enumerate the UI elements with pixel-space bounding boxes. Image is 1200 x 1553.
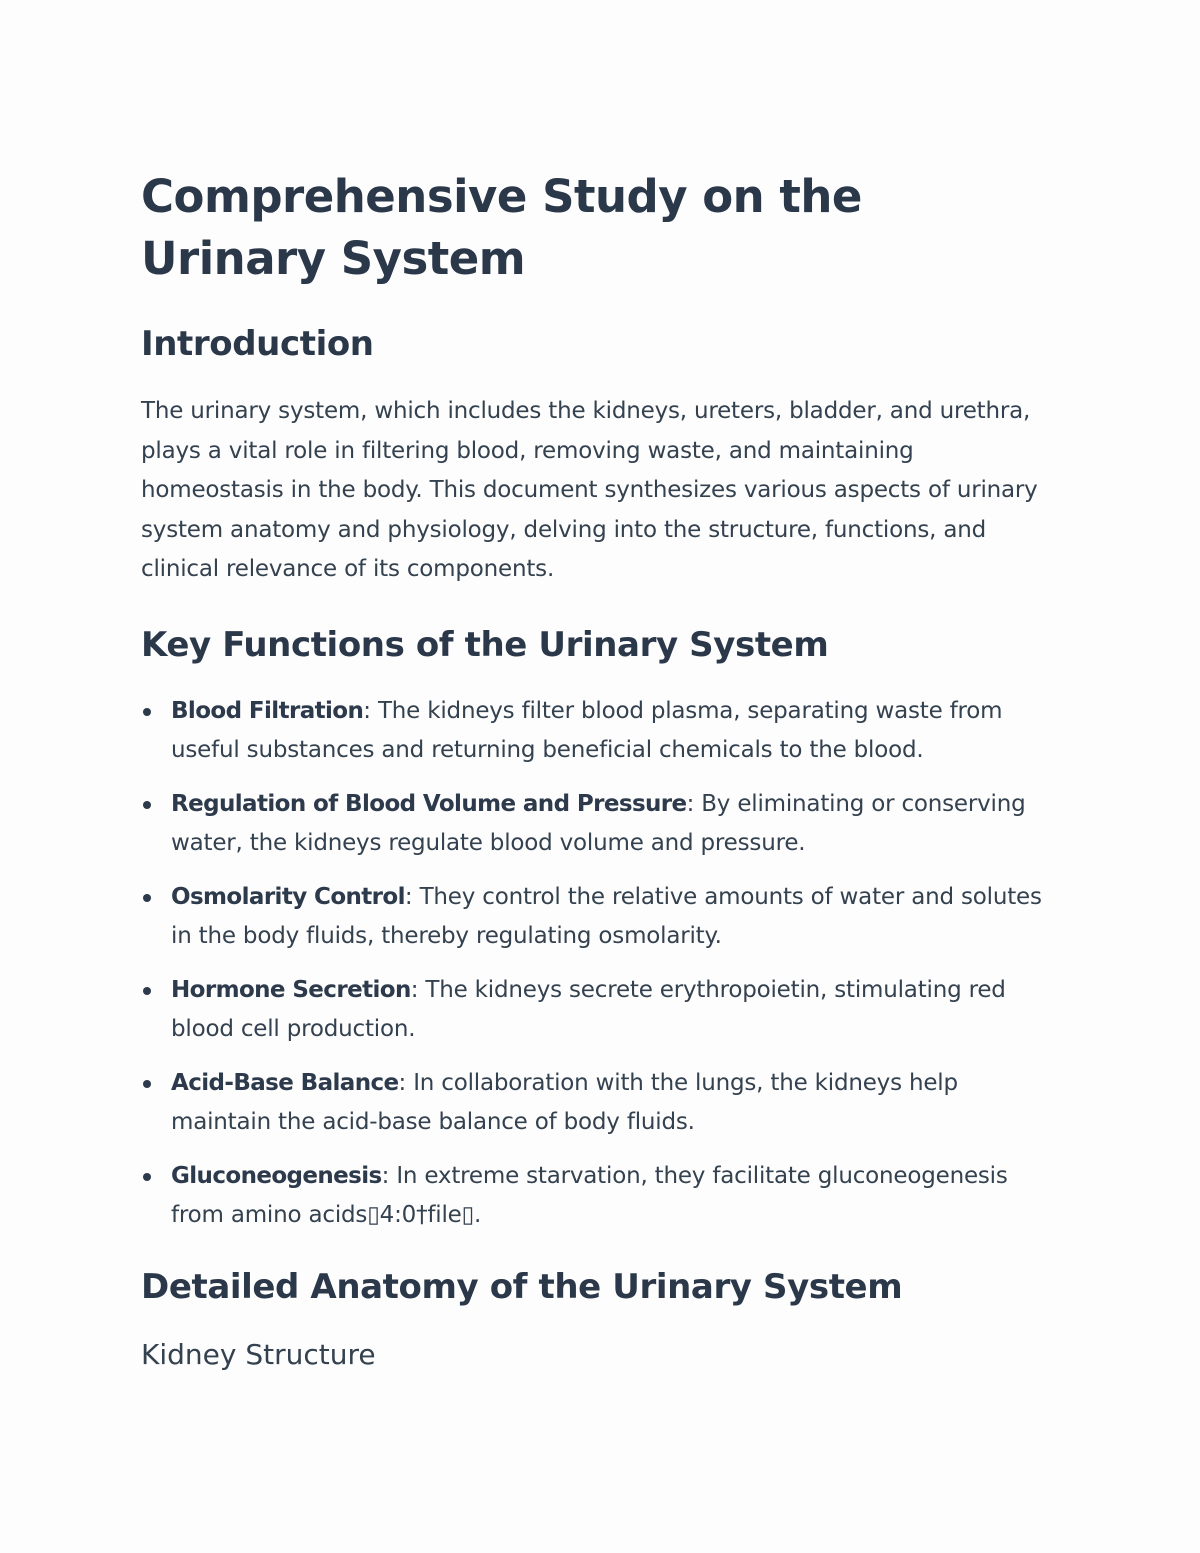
bullet-icon — [143, 801, 151, 809]
list-item-term: Regulation of Blood Volume and Pressure — [171, 790, 687, 817]
list-item — [141, 878, 1060, 957]
bullet-icon — [143, 987, 151, 995]
anatomy-heading: Detailed Anatomy of the Urinary System — [141, 1266, 903, 1307]
list-item-term: Gluconeogenesis — [171, 1162, 382, 1189]
bullet-icon — [143, 708, 151, 716]
list-item-text: : They control the relative amounts of water and solutes in the body fluids, thereby regulating osmolarity. — [171, 883, 1042, 950]
list-item-term: Acid-Base Balance — [171, 1069, 399, 1096]
list-item — [141, 1157, 1060, 1236]
introduction-heading: Introduction — [141, 324, 374, 364]
list-item-text: : By eliminating or conserving water, the kidneys regulate blood volume and pressure. — [171, 790, 1026, 857]
key-functions-heading: Key Functions of the Urinary System — [141, 624, 829, 665]
introduction-paragraph: The urinary system, which includes the kidneys, ureters, bladder, and urethra, plays a vital role in filtering blood, removing waste, and maintaining homeostasis in the body. This document synthesizes various aspects of urinary system anatomy and physiology, delving into the structure, functions, and clinical relevance of its components. — [141, 398, 1038, 583]
list-item-text: : In collaboration with the lungs, the kidneys help maintain the acid-base balance of body fluids. — [171, 1069, 958, 1136]
list-item-text: : In extreme starvation, they facilitate gluconeogenesis from amino acids▯4:0†file▯. — [171, 1162, 1008, 1229]
document-title: Comprehensive Study on the Urinary System — [141, 170, 862, 285]
key-functions-list — [141, 692, 1060, 1236]
list-item — [141, 971, 1060, 1050]
list-item-text: : The kidneys filter blood plasma, separating waste from useful substances and returning beneficial chemicals to the blood. — [171, 697, 1003, 764]
list-item-text: : The kidneys secrete erythropoietin, stimulating red blood cell production. — [171, 976, 1006, 1043]
list-item-term: Hormone Secretion — [171, 976, 411, 1003]
list-item-term: Blood Filtration — [171, 697, 364, 724]
list-item — [141, 785, 1060, 864]
bullet-icon — [143, 1080, 151, 1088]
bullet-icon — [143, 894, 151, 902]
list-item — [141, 1064, 1060, 1143]
list-item-term: Osmolarity Control — [171, 883, 405, 910]
kidney-structure-subheading: Kidney Structure — [141, 1337, 376, 1371]
list-item — [141, 692, 1060, 771]
bullet-icon — [143, 1173, 151, 1181]
